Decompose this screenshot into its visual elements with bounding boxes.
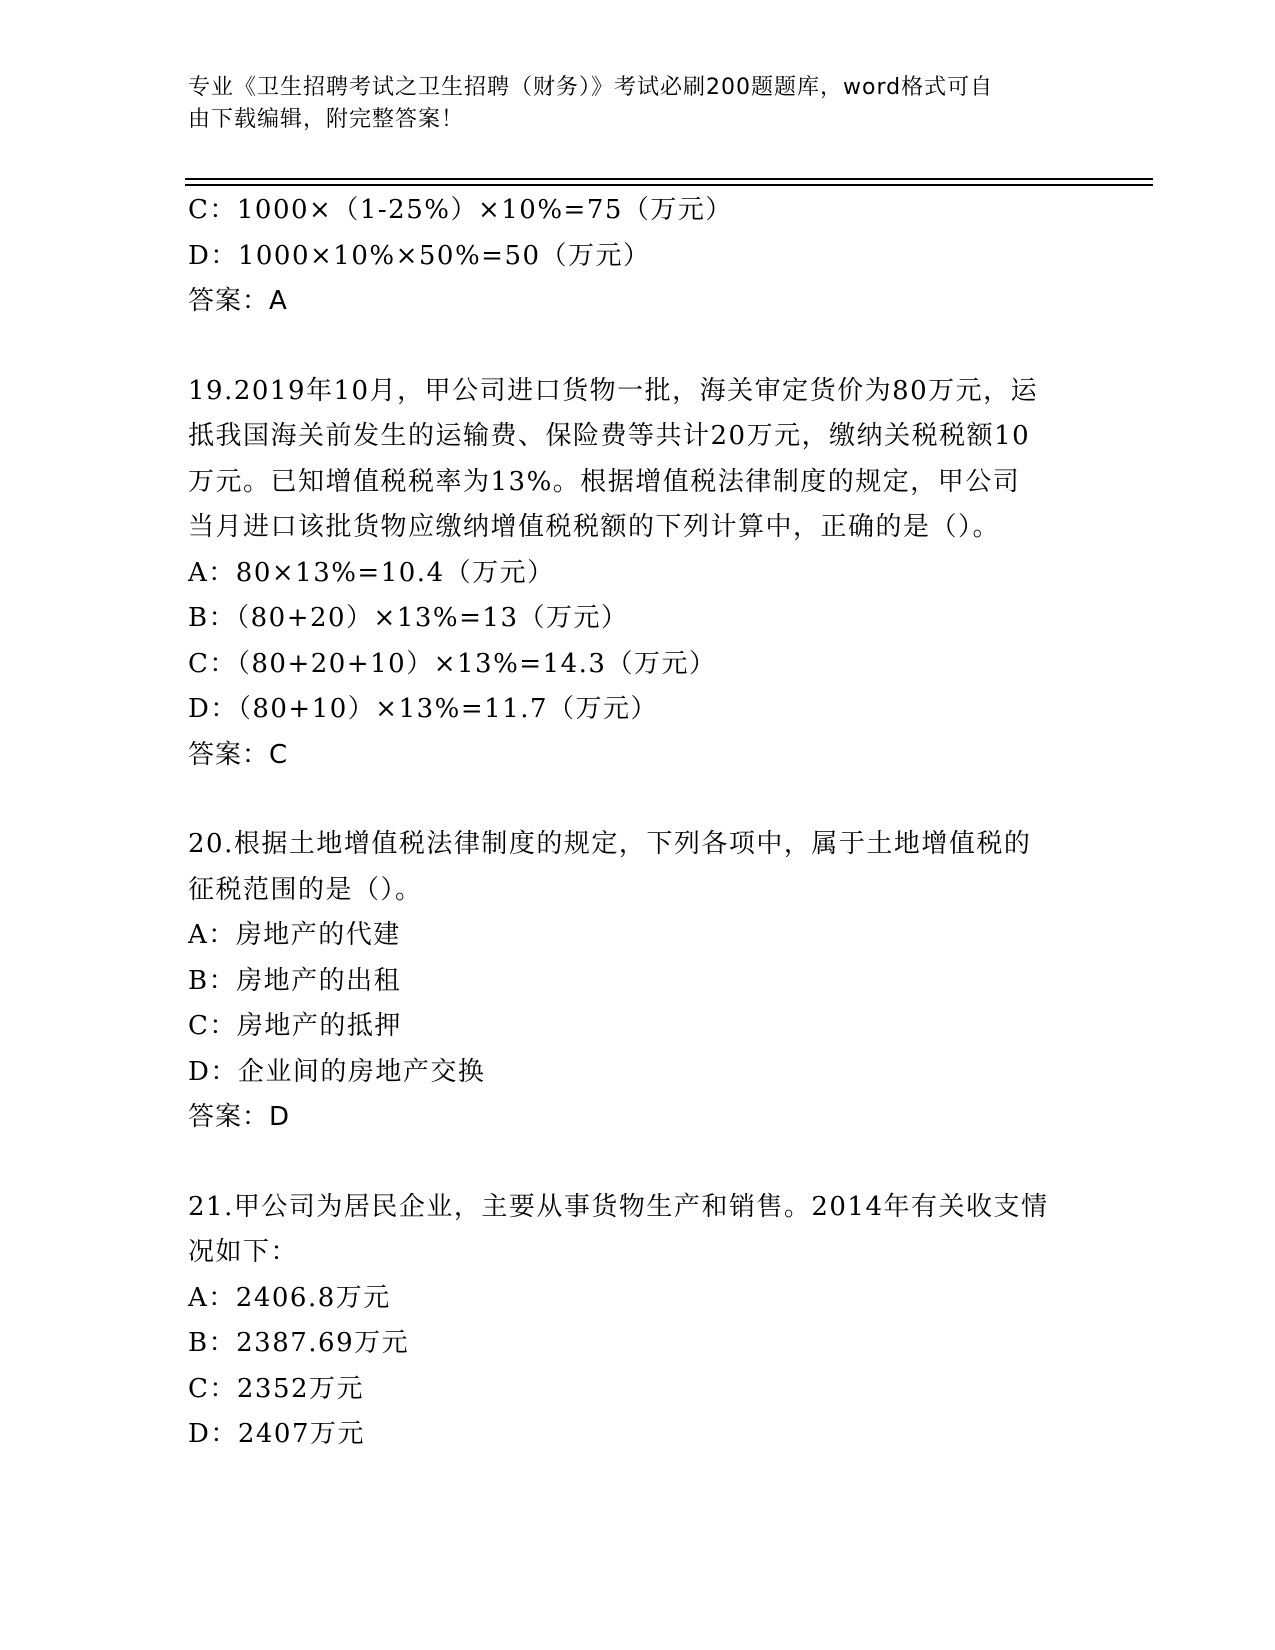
spacer	[188, 778, 1088, 822]
option-d: D：2407万元	[188, 1419, 366, 1449]
option-c: C：2352万元	[188, 1373, 365, 1404]
option-d: D：1000×10%×50%=50（万元）	[188, 240, 651, 271]
option-b: B：2387.69万元	[188, 1328, 410, 1358]
question-stem-line: 19.2019年10月，甲公司进口货物一批，海关审定货价为80万元，运	[188, 375, 1039, 406]
option-c: C：（80+20+10）×13%=14.3（万元）	[188, 648, 717, 679]
answer-line: 答案：D	[188, 1102, 291, 1132]
option-a: A：房地产的代建	[188, 920, 401, 950]
question-stem-line: 况如下：	[188, 1237, 299, 1267]
option-b: B：房地产的出租	[188, 965, 402, 996]
question-stem-line: 当月进口该批货物应缴纳增值税税额的下列计算中，正确的是（）。	[188, 512, 1001, 542]
question-stem-line: 抵我国海关前发生的运输费、保险费等共计20万元，缴纳关税税额10	[188, 421, 1031, 451]
question-21-block	[188, 1185, 1088, 1458]
header-divider-bottom	[185, 184, 1153, 186]
question-list	[188, 188, 1088, 1458]
header-title-line-2: 由下载编辑，附完整答案！	[188, 107, 465, 132]
spacer	[188, 1141, 1088, 1185]
header-divider-top	[185, 178, 1153, 180]
question-stem-line: 20.根据土地增值税法律制度的规定，下列各项中，属于土地增值税的	[188, 829, 1032, 859]
question-stem-line: 万元。已知增值税税率为13%。根据增值税法律制度的规定，甲公司	[188, 466, 1021, 497]
option-b: B：（80+20）×13%=13（万元）	[188, 603, 629, 633]
option-c: C：房地产的抵押	[188, 1011, 402, 1041]
answer-line: 答案：A	[188, 286, 288, 316]
question-19-block	[188, 369, 1088, 779]
answer-line: 答案：C	[188, 739, 289, 770]
document-header	[188, 72, 1068, 136]
option-d: D：企业间的房地产交换	[188, 1056, 486, 1087]
question-18-block	[188, 188, 1088, 325]
question-20-block	[188, 822, 1088, 1141]
header-title-line-1: 专业《卫生招聘考试之卫生招聘（财务）》考试必刷200题题库，word格式可自	[188, 75, 994, 100]
option-a: A：80×13%=10.4（万元）	[188, 557, 555, 588]
question-stem-line: 21.甲公司为居民企业，主要从事货物生产和销售。2014年有关收支情	[188, 1191, 1049, 1222]
question-stem-line: 征税范围的是（）。	[188, 874, 423, 905]
option-a: A：2406.8万元	[188, 1282, 391, 1313]
option-c: C：1000×（1-25%）×10%=75（万元）	[188, 195, 733, 225]
spacer	[188, 325, 1088, 369]
option-d: D：（80+10）×13%=11.7（万元）	[188, 694, 659, 724]
